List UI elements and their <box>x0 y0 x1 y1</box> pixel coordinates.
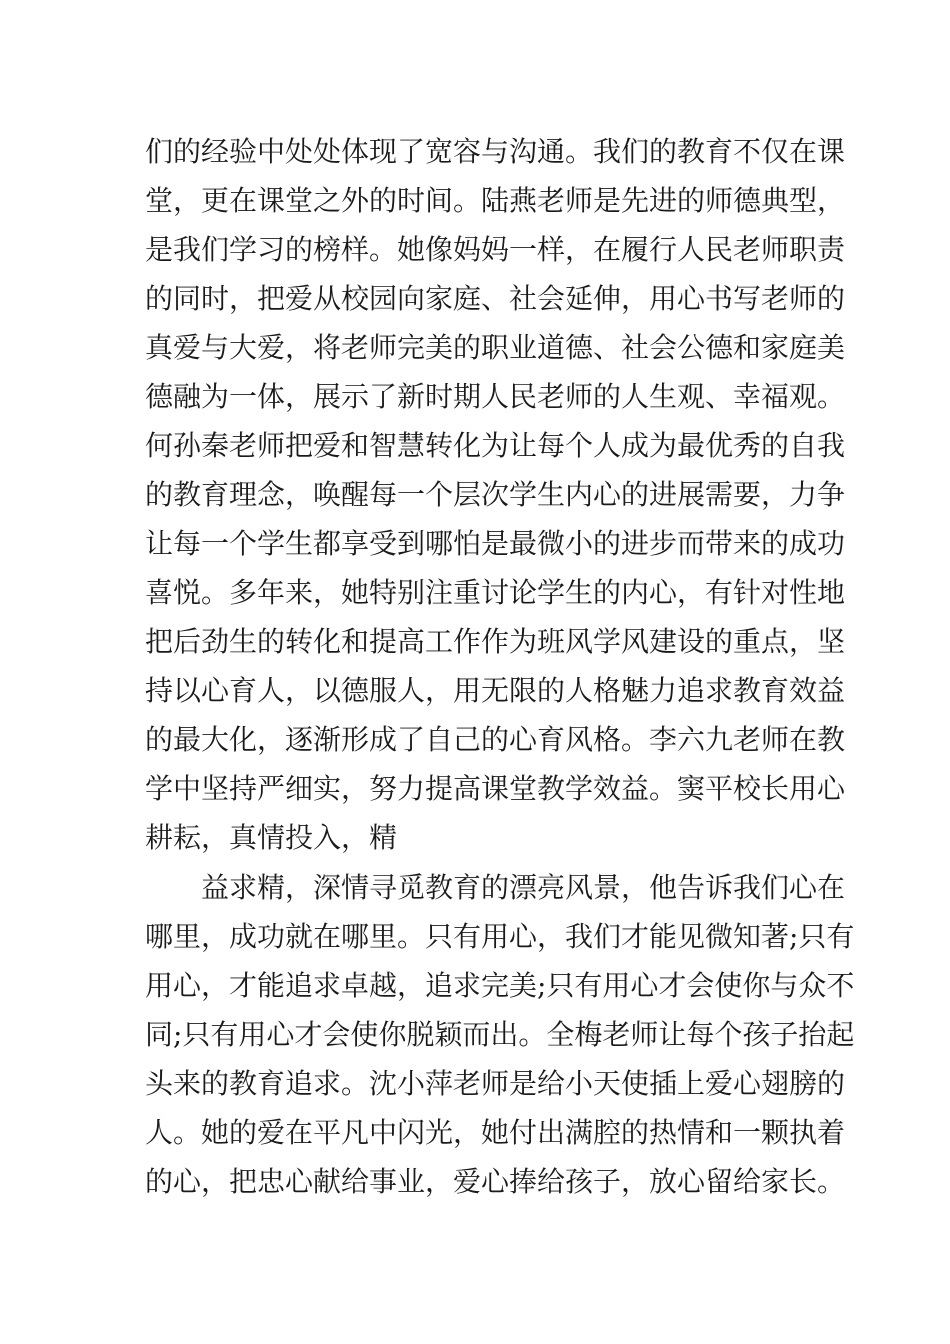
paragraph-2 <box>145 863 855 1206</box>
text-line: 耕耘，真情投入，精 <box>145 821 398 854</box>
text-line: 持以心育人，以德服人，用无限的人格魅力追求教育效益 <box>145 674 846 707</box>
text-line: 的心，把忠心献给事业，爱心捧给孩子，放心留给家长。 <box>145 1165 846 1198</box>
text-line: 同;只有用心才会使你脱颖而出。全梅老师让每个孩子抬起 <box>145 1018 855 1051</box>
paragraph-1 <box>145 127 846 862</box>
text-line: 真爱与大爱，将老师完美的职业道德、社会公德和家庭美 <box>145 331 846 364</box>
text-line: 喜悦。多年来，她特别注重讨论学生的内心，有针对性地 <box>145 576 846 609</box>
text-line: 用心，才能追求卓越，追求完美;只有用心才会使你与众不 <box>145 969 855 1002</box>
text-line: 堂，更在课堂之外的时间。陆燕老师是先进的师德典型， <box>145 184 846 217</box>
text-line: 益求精，深情寻觅教育的漂亮风景，他告诉我们心在 <box>201 871 846 904</box>
text-line: 头来的教育追求。沈小萍老师是给小天使插上爱心翅膀的 <box>145 1067 846 1100</box>
text-line: 学中坚持严细实，努力提高课堂教学效益。窦平校长用心 <box>145 772 846 805</box>
text-line: 哪里，成功就在哪里。只有用心，我们才能见微知著;只有 <box>145 920 855 953</box>
text-line: 的同时，把爱从校园向家庭、社会延伸，用心书写老师的 <box>145 282 846 315</box>
text-line: 们的经验中处处体现了宽容与沟通。我们的教育不仅在课 <box>145 135 846 168</box>
text-line: 的最大化，逐渐形成了自己的心育风格。李六九老师在教 <box>145 723 846 756</box>
text-line: 是我们学习的榜样。她像妈妈一样，在履行人民老师职责 <box>145 233 846 266</box>
document-body <box>145 127 855 1206</box>
text-line: 何孙秦老师把爱和智慧转化为让每个人成为最优秀的自我 <box>145 429 846 462</box>
text-line: 让每一个学生都享受到哪怕是最微小的进步而带来的成功 <box>145 527 846 560</box>
text-line: 人。她的爱在平凡中闪光，她付出满腔的热情和一颗执着 <box>145 1116 846 1149</box>
text-line: 德融为一体，展示了新时期人民老师的人生观、幸福观。 <box>145 380 846 413</box>
text-line: 把后劲生的转化和提高工作作为班风学风建设的重点，坚 <box>145 625 846 658</box>
text-line: 的教育理念，唤醒每一个层次学生内心的进展需要，力争 <box>145 478 846 511</box>
